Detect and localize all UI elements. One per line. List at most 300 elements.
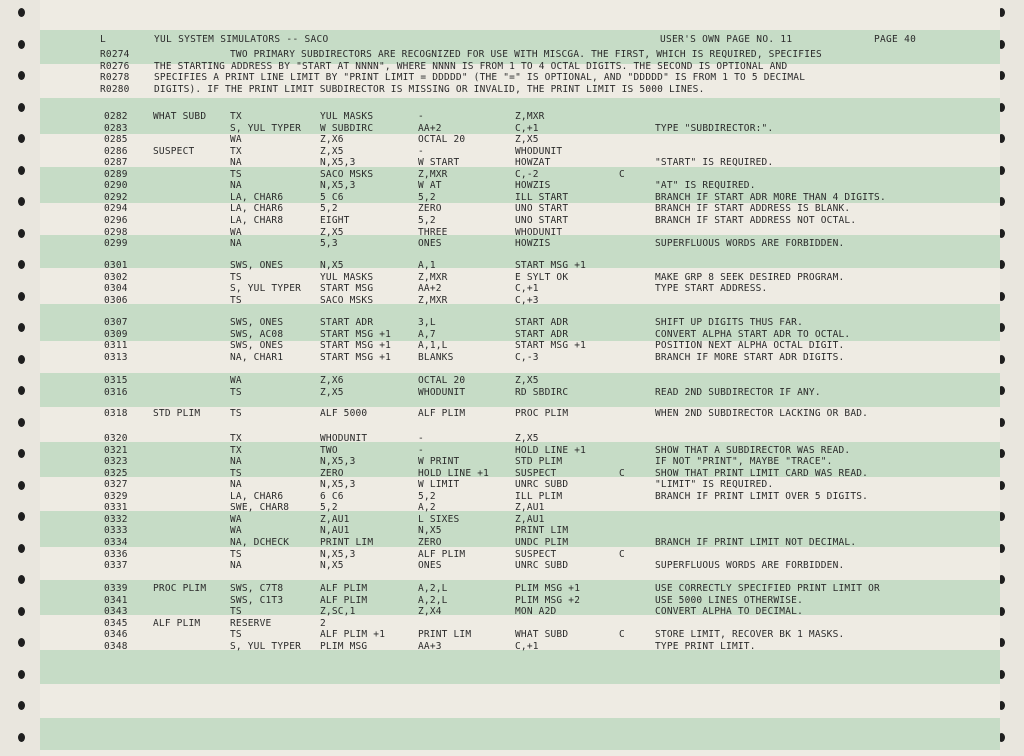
operation: TX	[230, 433, 242, 444]
line-number: 0282	[104, 111, 128, 122]
operand-3: HOWZAT	[515, 157, 551, 169]
operand-3: WHODUNIT	[515, 145, 563, 157]
listing-row	[40, 111, 1000, 123]
label: SUSPECT	[153, 145, 195, 157]
operand-2: A,1	[418, 260, 436, 271]
operand-1: N,X5	[320, 560, 344, 572]
listing-row	[40, 295, 1000, 307]
flag: C	[619, 467, 625, 479]
operand-3: UNRC SUBD	[515, 560, 569, 572]
line-number: 0331	[104, 502, 128, 514]
operand-3: Z,X5	[515, 375, 539, 386]
operand-1: START ADR	[320, 317, 374, 328]
operand-2: OCTAL 20	[418, 134, 466, 146]
listing-row	[40, 146, 1000, 158]
operand-1: N,X5,3	[320, 548, 356, 560]
sprocket-hole	[18, 323, 25, 332]
operation: WA	[230, 134, 242, 146]
listing-row	[40, 340, 1000, 352]
operand-2: N,X5	[418, 525, 442, 537]
sprocket-hole	[18, 71, 25, 80]
operand-2: OCTAL 20	[418, 375, 466, 386]
operand-2: 3,L	[418, 317, 436, 328]
operation: NA	[230, 238, 242, 250]
listing-row	[40, 641, 1000, 653]
operand-3: ILL PLIM	[515, 490, 563, 502]
line-number: 0299	[104, 238, 128, 250]
listing-row	[40, 375, 1000, 387]
operand-3: HOLD LINE +1	[515, 444, 587, 456]
listing-row	[40, 595, 1000, 607]
operand-3: UNO START	[515, 203, 569, 215]
listing-row	[40, 387, 1000, 399]
operand-1: SACO MSKS	[320, 168, 374, 180]
sprocket-hole	[18, 386, 25, 395]
operand-1: 2	[320, 617, 326, 629]
listing-row	[40, 525, 1000, 537]
line-number: 0311	[104, 340, 128, 352]
operand-2: W PRINT	[418, 456, 460, 468]
sprocket-hole	[18, 134, 25, 143]
operand-2: A,1,L	[418, 340, 448, 352]
listing-row	[40, 317, 1000, 329]
operation: TS	[230, 606, 242, 618]
operand-3: PROC PLIM	[515, 408, 569, 419]
comment: TYPE START ADDRESS.	[655, 283, 768, 295]
operand-1: 5,2	[320, 502, 338, 514]
operand-1: Z,SC,1	[320, 606, 356, 618]
operand-3: Z,AU1	[515, 513, 545, 525]
operation: S, YUL TYPER	[230, 640, 302, 652]
operand-2: W AT	[418, 180, 442, 192]
operand-1: START MSG +1	[320, 351, 392, 363]
operand-3: PRINT LIM	[515, 525, 569, 537]
operand-2: Z,X4	[418, 606, 442, 618]
comment: CONVERT ALPHA TO DECIMAL.	[655, 606, 803, 618]
listing-row	[40, 456, 1000, 468]
sprocket-hole	[18, 638, 25, 647]
operand-1: Z,X5	[320, 226, 344, 238]
operand-1: ALF PLIM +1	[320, 629, 386, 641]
operand-1: EIGHT	[320, 214, 350, 226]
operand-2: -	[418, 111, 424, 122]
operand-3: Z,X5	[515, 433, 539, 444]
operand-2: WHODUNIT	[418, 386, 466, 398]
prose-text: THE STARTING ADDRESS BY "START AT NNNN", WHERE NNNN IS FROM 1 TO 4 OCTAL DIGITS. THE SECOND IS OPTIONAL AND	[154, 60, 788, 72]
listing-row	[40, 583, 1000, 595]
line-number: 0337	[104, 560, 128, 572]
operand-3: STD PLIM	[515, 456, 563, 468]
line-number: 0334	[104, 536, 128, 548]
sprocket-hole	[18, 512, 25, 521]
operation: SWS, ONES	[230, 340, 284, 352]
operand-2: Z,MXR	[418, 168, 448, 180]
operand-1: START MSG +1	[320, 340, 392, 352]
line-number: 0289	[104, 168, 128, 180]
operand-3: START MSG +1	[515, 260, 587, 271]
comment: WHEN 2ND SUBDIRECTOR LACKING OR BAD.	[655, 408, 869, 419]
operand-1: ZERO	[320, 467, 344, 479]
operand-2: AA+3	[418, 640, 442, 652]
sprocket-hole	[18, 166, 25, 175]
operation: LA, CHAR6	[230, 203, 284, 215]
operand-1: TWO	[320, 444, 338, 456]
line-number: 0285	[104, 134, 128, 146]
operand-3: C,+1	[515, 640, 539, 652]
operation: SWS, ONES	[230, 317, 284, 328]
operand-3: WHODUNIT	[515, 226, 563, 238]
operand-1: Z,X5	[320, 386, 344, 398]
operand-2: ALF PLIM	[418, 408, 466, 419]
operand-3: C,-3	[515, 351, 539, 363]
sprocket-hole	[18, 8, 25, 17]
operation: TS	[230, 294, 242, 306]
line-number: 0316	[104, 386, 128, 398]
listing-row	[40, 468, 1000, 480]
operation: SWE, CHAR8	[230, 502, 290, 514]
operation: TS	[230, 386, 242, 398]
comment: SHOW THAT A SUBDIRECTOR WAS READ.	[655, 444, 851, 456]
line-number: 0304	[104, 283, 128, 295]
line-number: 0313	[104, 351, 128, 363]
header-marker: L	[100, 34, 107, 45]
line-number: 0339	[104, 583, 128, 594]
line-number: 0318	[104, 408, 128, 419]
operand-2: ALF PLIM	[418, 548, 466, 560]
operand-1: ALF 5000	[320, 408, 368, 419]
operation: S, YUL TYPER	[230, 122, 302, 134]
operation: NA, DCHECK	[230, 536, 290, 548]
sprocket-hole	[18, 260, 25, 269]
sprocket-hole	[18, 103, 25, 112]
comment: CONVERT ALPHA START ADR TO OCTAL.	[655, 328, 851, 340]
line-number: 0294	[104, 203, 128, 215]
operand-3: SUSPECT	[515, 548, 557, 560]
operation: TS	[230, 168, 242, 180]
operand-1: ALF PLIM	[320, 594, 368, 606]
operand-2: Z,MXR	[418, 271, 448, 283]
line-number: 0336	[104, 548, 128, 560]
operand-3: HOWZIS	[515, 238, 551, 250]
comment: SUPERFLUOUS WORDS ARE FORBIDDEN.	[655, 560, 845, 572]
operand-2: AA+2	[418, 122, 442, 134]
sprocket-hole	[18, 481, 25, 490]
listing-row	[40, 283, 1000, 295]
listing-row	[40, 192, 1000, 204]
operand-3: START MSG +1	[515, 340, 587, 352]
line-number: 0315	[104, 375, 128, 386]
prose-line	[40, 49, 1000, 61]
listing-row	[40, 445, 1000, 457]
operand-1: N,AU1	[320, 525, 350, 537]
operand-2: THREE	[418, 226, 448, 238]
operand-3: START ADR	[515, 317, 569, 328]
operand-3: START ADR	[515, 328, 569, 340]
listing-row	[40, 272, 1000, 284]
listing-row	[40, 169, 1000, 181]
comment: BRANCH IF START ADDRESS NOT OCTAL.	[655, 214, 857, 226]
operand-2: W START	[418, 157, 460, 169]
listing-row	[40, 238, 1000, 250]
prose-line	[40, 72, 1000, 84]
line-number: R0274	[100, 49, 130, 60]
operand-1: N,X5	[320, 260, 344, 271]
operand-1: N,X5,3	[320, 180, 356, 192]
operand-1: Z,X5	[320, 145, 344, 157]
prose-line	[40, 84, 1000, 96]
sprocket-hole	[18, 701, 25, 710]
prose-text: DIGITS). IF THE PRINT LIMIT SUBDIRECTOR IS MISSING OR INVALID, THE PRINT LIMIT IS 5000 LINES.	[154, 84, 705, 96]
line-number: 0306	[104, 294, 128, 306]
operation: NA	[230, 180, 242, 192]
operand-3: C,+1	[515, 283, 539, 295]
listing-row	[40, 180, 1000, 192]
listing-row	[40, 549, 1000, 561]
operation: WA	[230, 513, 242, 525]
operand-1: ALF PLIM	[320, 583, 368, 594]
comment: "AT" IS REQUIRED.	[655, 180, 756, 192]
operand-2: HOLD LINE +1	[418, 467, 490, 479]
sprocket-hole	[18, 607, 25, 616]
operation: NA	[230, 456, 242, 468]
header-user-page: USER'S OWN PAGE NO. 11	[660, 34, 793, 45]
operation: NA	[230, 479, 242, 491]
operand-3: UNO START	[515, 214, 569, 226]
operand-2: PRINT LIM	[418, 629, 472, 641]
comment: READ 2ND SUBDIRECTOR IF ANY.	[655, 386, 821, 398]
operand-1: 5 C6	[320, 191, 344, 203]
operand-3: Z,MXR	[515, 111, 545, 122]
label: PROC PLIM	[153, 583, 207, 594]
sprocket-hole	[18, 575, 25, 584]
operand-1: W SUBDIRC	[320, 122, 374, 134]
operation: S, YUL TYPER	[230, 283, 302, 295]
line-number: 0307	[104, 317, 128, 328]
sprocket-hole	[18, 670, 25, 679]
line-number: 0283	[104, 122, 128, 134]
comment: BRANCH IF PRINT LIMIT OVER 5 DIGITS.	[655, 490, 869, 502]
comment: IF NOT "PRINT", MAYBE "TRACE".	[655, 456, 833, 468]
comment: SHOW THAT PRINT LIMIT CARD WAS READ.	[655, 467, 869, 479]
line-number: 0332	[104, 513, 128, 525]
operand-1: SACO MSKS	[320, 294, 374, 306]
operand-2: 5,2	[418, 214, 436, 226]
line-number: 0329	[104, 490, 128, 502]
listing-row	[40, 123, 1000, 135]
listing-row	[40, 491, 1000, 503]
operand-1: Z,AU1	[320, 513, 350, 525]
operand-1: WHODUNIT	[320, 433, 368, 444]
operand-1: 6 C6	[320, 490, 344, 502]
comment: USE 5000 LINES OTHERWISE.	[655, 594, 803, 606]
line-number: R0278	[100, 72, 130, 84]
left-tractor-strip	[0, 0, 40, 756]
listing-row	[40, 606, 1000, 618]
listing-row	[40, 514, 1000, 526]
operand-2: ONES	[418, 238, 442, 250]
listing-paper	[40, 0, 1000, 756]
operand-1: Z,X6	[320, 375, 344, 386]
operand-2: A,2,L	[418, 594, 448, 606]
operand-2: A,7	[418, 328, 436, 340]
operand-3: Z,X5	[515, 134, 539, 146]
operation: NA, CHAR1	[230, 351, 284, 363]
flag: C	[619, 168, 625, 180]
operand-2: ZERO	[418, 536, 442, 548]
listing-row	[40, 629, 1000, 641]
operation: TS	[230, 467, 242, 479]
operation: SWS, C1T3	[230, 594, 284, 606]
listing-row	[40, 157, 1000, 169]
line-number: 0321	[104, 444, 128, 456]
operand-3: Z,AU1	[515, 502, 545, 514]
listing-row	[40, 433, 1000, 445]
listing-row	[40, 502, 1000, 514]
operation: TX	[230, 444, 242, 456]
comment: TYPE PRINT LIMIT.	[655, 640, 756, 652]
operand-1: Z,X6	[320, 134, 344, 146]
operand-2: ONES	[418, 560, 442, 572]
line-number: R0280	[100, 84, 130, 96]
line-number: 0327	[104, 479, 128, 491]
line-number: 0323	[104, 456, 128, 468]
operand-2: W LIMIT	[418, 479, 460, 491]
operand-3: E SYLT OK	[515, 271, 569, 283]
listing-row	[40, 134, 1000, 146]
line-number: 0348	[104, 640, 128, 652]
line-number: 0296	[104, 214, 128, 226]
operation: TS	[230, 548, 242, 560]
operand-2: -	[418, 433, 424, 444]
operand-3: PLIM MSG +2	[515, 594, 581, 606]
green-bar-band	[40, 650, 1000, 684]
operand-2: -	[418, 145, 424, 157]
operand-1: N,X5,3	[320, 456, 356, 468]
listing-row	[40, 352, 1000, 364]
operand-2: BLANKS	[418, 351, 454, 363]
header-title: YUL SYSTEM SIMULATORS -- SACO	[154, 34, 329, 45]
label: WHAT SUBD	[153, 111, 207, 122]
operand-2: L SIXES	[418, 513, 460, 525]
operand-2: -	[418, 444, 424, 456]
comment: POSITION NEXT ALPHA OCTAL DIGIT.	[655, 340, 845, 352]
operand-3: RD SBDIRC	[515, 386, 569, 398]
operand-2: ZERO	[418, 203, 442, 215]
line-number: 0287	[104, 157, 128, 169]
line-number: 0290	[104, 180, 128, 192]
operation: RESERVE	[230, 617, 272, 629]
comment: SHIFT UP DIGITS THUS FAR.	[655, 317, 803, 328]
operation: NA	[230, 560, 242, 572]
comment: BRANCH IF PRINT LIMIT NOT DECIMAL.	[655, 536, 857, 548]
operand-3: SUSPECT	[515, 467, 557, 479]
sprocket-hole	[18, 544, 25, 553]
operand-1: N,X5,3	[320, 157, 356, 169]
operand-1: N,X5,3	[320, 479, 356, 491]
line-number: 0345	[104, 617, 128, 629]
operand-3: C,-2	[515, 168, 539, 180]
listing-row	[40, 408, 1000, 420]
listing-row	[40, 260, 1000, 272]
sprocket-hole	[18, 355, 25, 364]
operand-2: 5,2	[418, 191, 436, 203]
operation: SWS, C7T8	[230, 583, 284, 594]
sprocket-hole	[18, 229, 25, 238]
operand-3: HOWZIS	[515, 180, 551, 192]
comment: MAKE GRP 8 SEEK DESIRED PROGRAM.	[655, 271, 845, 283]
operand-3: MON A2D	[515, 606, 557, 618]
listing-row	[40, 479, 1000, 491]
prose-text: TWO PRIMARY SUBDIRECTORS ARE RECOGNIZED FOR USE WITH MISCGA. THE FIRST, WHICH IS REQUIRED, SPECIFIES	[230, 49, 822, 60]
listing-row	[40, 618, 1000, 630]
operation: LA, CHAR6	[230, 191, 284, 203]
flag: C	[619, 629, 625, 641]
comment: STORE LIMIT, RECOVER BK 1 MASKS.	[655, 629, 845, 641]
operand-3: PLIM MSG +1	[515, 583, 581, 594]
comment: TYPE "SUBDIRECTOR:".	[655, 122, 774, 134]
operation: WA	[230, 226, 242, 238]
prose-text: SPECIFIES A PRINT LINE LIMIT BY "PRINT LIMIT = DDDDD" (THE "=" IS OPTIONAL, AND "DDDDD" IS FROM 1 TO 5 DECIMAL	[154, 72, 806, 84]
sprocket-hole	[18, 733, 25, 742]
operand-1: 5,3	[320, 238, 338, 250]
line-number: 0302	[104, 271, 128, 283]
operand-1: START MSG +1	[320, 328, 392, 340]
operand-3: C,+3	[515, 294, 539, 306]
line-number: 0286	[104, 145, 128, 157]
operand-1: 5,2	[320, 203, 338, 215]
listing-row	[40, 215, 1000, 227]
line-number: 0320	[104, 433, 128, 444]
line-number: 0346	[104, 629, 128, 641]
operand-3: UNDC PLIM	[515, 536, 569, 548]
operand-2: A,2	[418, 502, 436, 514]
operation: SWS, AC08	[230, 328, 284, 340]
operand-3: ILL START	[515, 191, 569, 203]
line-number: 0301	[104, 260, 128, 271]
listing-row	[40, 329, 1000, 341]
operation: LA, CHAR6	[230, 490, 284, 502]
line-number: 0341	[104, 594, 128, 606]
comment: "START" IS REQUIRED.	[655, 157, 774, 169]
line-number: 0333	[104, 525, 128, 537]
green-bar-band	[40, 718, 1000, 750]
page-header	[40, 34, 1000, 46]
comment: USE CORRECTLY SPECIFIED PRINT LIMIT OR	[655, 583, 880, 594]
sprocket-hole	[18, 449, 25, 458]
operation: TS	[230, 629, 242, 641]
line-number: 0298	[104, 226, 128, 238]
listing-row	[40, 560, 1000, 572]
label: STD PLIM	[153, 408, 201, 419]
operand-2: A,2,L	[418, 583, 448, 594]
operation: TS	[230, 271, 242, 283]
operand-1: PLIM MSG	[320, 640, 368, 652]
comment: BRANCH IF START ADDRESS IS BLANK.	[655, 203, 851, 215]
operand-2: Z,MXR	[418, 294, 448, 306]
line-number: R0276	[100, 60, 130, 72]
listing-row	[40, 537, 1000, 549]
comment: SUPERFLUOUS WORDS ARE FORBIDDEN.	[655, 238, 845, 250]
listing-row	[40, 227, 1000, 239]
operand-1: YUL MASKS	[320, 271, 374, 283]
operation: LA, CHAR8	[230, 214, 284, 226]
comment: BRANCH IF MORE START ADR DIGITS.	[655, 351, 845, 363]
sprocket-hole	[18, 292, 25, 301]
sprocket-hole	[18, 418, 25, 427]
operand-2: 5,2	[418, 490, 436, 502]
operand-1: PRINT LIM	[320, 536, 374, 548]
comment: "LIMIT" IS REQUIRED.	[655, 479, 774, 491]
